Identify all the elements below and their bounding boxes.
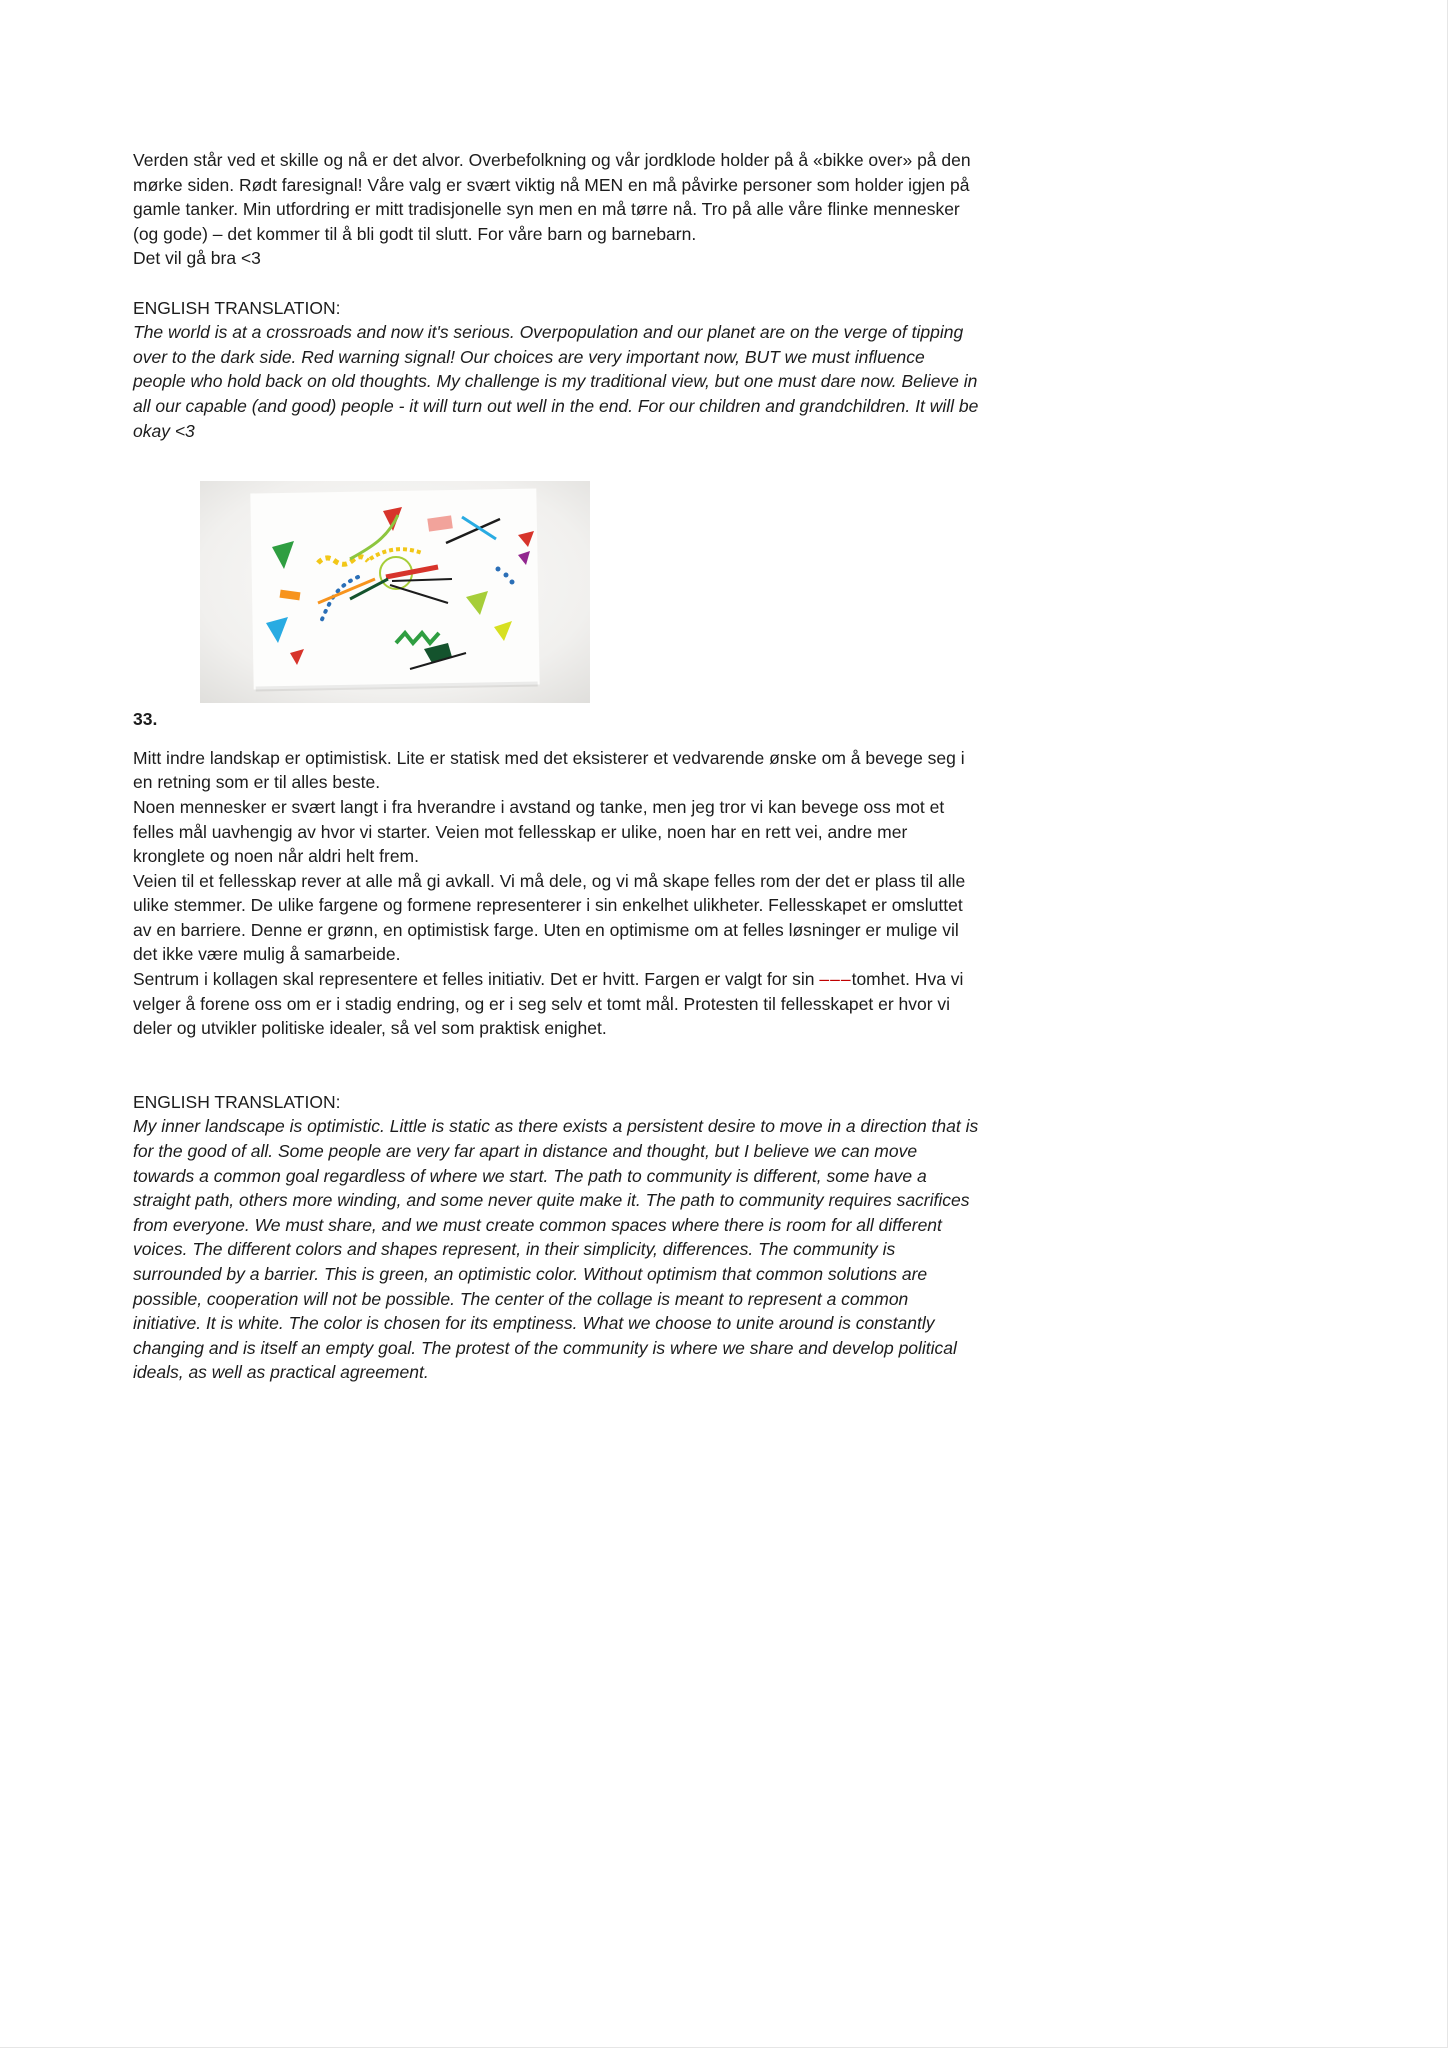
collage-photo [200,481,590,703]
entry-translation-label: ENGLISH TRANSLATION: [133,1091,341,1112]
entry-final-after-red: tomhet. Hva vi velger å forene oss om er i stadig endring, og er i seg selv et tomt mål. Protesten til fellesskapet er hvor vi deler og utvikler politiske idealer, så vel som praktisk enighet. [133,969,964,1039]
entry-number: 33. [133,709,158,730]
collage-artwork [200,481,590,703]
intro-norwegian-closing: Det vil gå bra <3 [133,248,261,269]
intro-section [133,148,981,443]
document-page [133,148,981,1385]
entry-33-section [133,746,981,1385]
entry-norwegian-paragraph: Veien til et fellesskap rever at alle må gi avkall. Vi må dele, og vi må skape felles rom der det er plass til alle ulike stemmer. De ulike fargene og formene representerer i sin enkelhet ulikheter. Fellesskapet er omsluttet av en barriere. Denne er grønn, en optimistisk farge. Uten en optimisme om at felles løsninger er mulige vil det ikke være mulig å samarbeide. [133,870,966,965]
entry-final-before-red: Sentrum i kollagen skal representere et felles initiativ. Det er hvitt. Fargen er valgt for sin [133,969,820,990]
redacted-dashes: ––– [819,969,852,990]
entry-norwegian-paragraph: Noen mennesker er svært langt i fra hverandre i avstand og tanke, men jeg tror vi kan bevege oss mot et felles mål uavhengig av hvor vi starter. Veien mot fellesskap er ulike, noen har en rett vei, andre mer kronglete og noen når aldri helt frem. [133,796,945,867]
intro-norwegian-text: Verden står ved et skille og nå er det alvor. Overbefolkning og vår jordklode holder på å «bikke over» på den mørke siden. Rødt faresignal! Våre valg er svært viktig nå MEN en må påvirke personer som holder igjen på gamle tanker. Min utfordring er mitt tradisjonelle syn men en må tørre nå. Tro på alle våre flinke mennesker (og gode) – det kommer til å bli godt til slutt. For våre barn og barnebarn. [133,150,971,244]
entry-norwegian-paragraph: Mitt indre landskap er optimistisk. Lite er statisk med det eksisterer et vedvarende ønske om å bevege seg i en retning som er til alles beste. [133,747,965,793]
entry-final-paragraph [133,967,981,1041]
intro-translation-label: ENGLISH TRANSLATION: [133,297,341,318]
entry-english-text: My inner landscape is optimistic. Little is static as there exists a persistent desire to move in a direction that is for the good of all. Some people are very far apart in distance and thought, but I believe we can move towards a common goal regardless of where we start. The path to community is different, some have a straight path, others more winding, and some never quite make it. The path to community requires sacrifices from everyone. We must share, and we must create common spaces where there is room for all different voices. The different colors and shapes represent, in their simplicity, differences. The community is surrounded by a barrier. This is green, an optimistic color. Without optimism that common solutions are possible, cooperation will not be possible. The center of the collage is meant to represent a common initiative. It is white. The color is chosen for its emptiness. What we choose to unite around is constantly changing and is itself an empty goal. The protest of the community is where we share and develop political ideals, as well as practical agreement. [133,1116,979,1383]
intro-english-text: The world is at a crossroads and now it's serious. Overpopulation and our planet are on the verge of tipping over to the dark side. Red warning signal! Our choices are very important now, BUT we must influence people who hold back on old thoughts. My challenge is my traditional view, but one must dare now. Believe in all our capable (and good) people - it will turn out well in the end. For our children and grandchildren. It will be okay <3 [133,322,979,441]
